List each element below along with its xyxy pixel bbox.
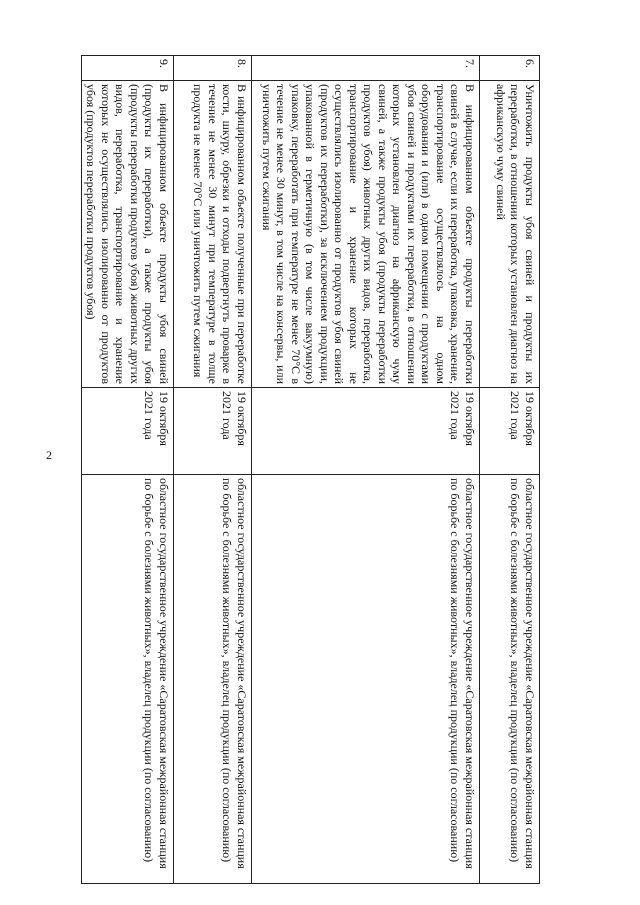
deadline: 19 октября 2021 года xyxy=(480,388,540,475)
deadline: 19 октября 2021 года xyxy=(252,388,480,475)
rotated-table-container xyxy=(84,55,540,869)
measures-table xyxy=(81,55,540,884)
measure-text: В инфицированном объекте продукты убоя свиней (продукты их переработки), а также продукты убоя (продукты переработки продуктов убоя) животных других видов, переработка, транспортирование и хранение которых не осуществлялись изолированно от продуктов убоя (продуктов переработки продуктов убоя) xyxy=(82,81,174,388)
measure-text: Уничтожить продукты убоя свиней и продукты их переработки, в отношении которых установлен диагноз на африканскую чуму свиней xyxy=(480,81,540,388)
row-number: 9. xyxy=(82,56,174,81)
measure-text: В инфицированном объекте продукты переработки свиней в случае, если их переработка, упаковка, хранение, транспортирование осуществлялось на одном оборудовании и (или) в одном помещении с продуктами убоя свиней и продуктами их переработки, в отношении которых установлен диагноз на африканскую чуму свиней, а также продукты убоя (продукты переработки продуктов убоя) животных других видов, переработка, транспортирование и хранение которых не осуществлялись изолированно от продуктов убоя свиней (продуктов их переработки), за исключением продукции, упакованной в герметичную (в том числе вакуумную) упаковку, переработать при температуре не менее 70°С в течение не менее 30 минут, в том числе на консервы, или уничтожить путем сжигания xyxy=(252,81,480,388)
table-row xyxy=(252,56,480,884)
table-row xyxy=(82,56,174,884)
deadline: 19 октября 2021 года xyxy=(82,388,174,475)
responsible: областное государственное учреждение «Саратовская межрайонная станция по борьбе с болезнями животных», владелец продукции (по согласованию) xyxy=(82,475,174,884)
row-number: 7. xyxy=(252,56,480,81)
row-number: 6. xyxy=(480,56,540,81)
responsible: областное государственное учреждение «Саратовская межрайонная станция по борьбе с болезнями животных», владелец продукции (по согласованию) xyxy=(252,475,480,884)
rotated-table-inner xyxy=(84,55,540,869)
table-row xyxy=(174,56,252,884)
deadline: 19 октября 2021 года xyxy=(174,388,252,475)
table-row xyxy=(480,56,540,884)
measure-text: В инфицированном объекте полученные при переработке кости, шкуру, обрезки и отходы подвергнуть проварке в течение не менее 30 минут при температуре в толще продукта не менее 70°С или уничтожить путем сжигания xyxy=(174,81,252,388)
page-number: 2 xyxy=(46,448,52,462)
row-number: 8. xyxy=(174,56,252,81)
responsible: областное государственное учреждение «Саратовская межрайонная станция по борьбе с болезнями животных», владелец продукции (по согласованию) xyxy=(174,475,252,884)
responsible: областное государственное учреждение «Саратовская межрайонная станция по борьбе с болезнями животных», владелец продукции (по согласованию) xyxy=(480,475,540,884)
